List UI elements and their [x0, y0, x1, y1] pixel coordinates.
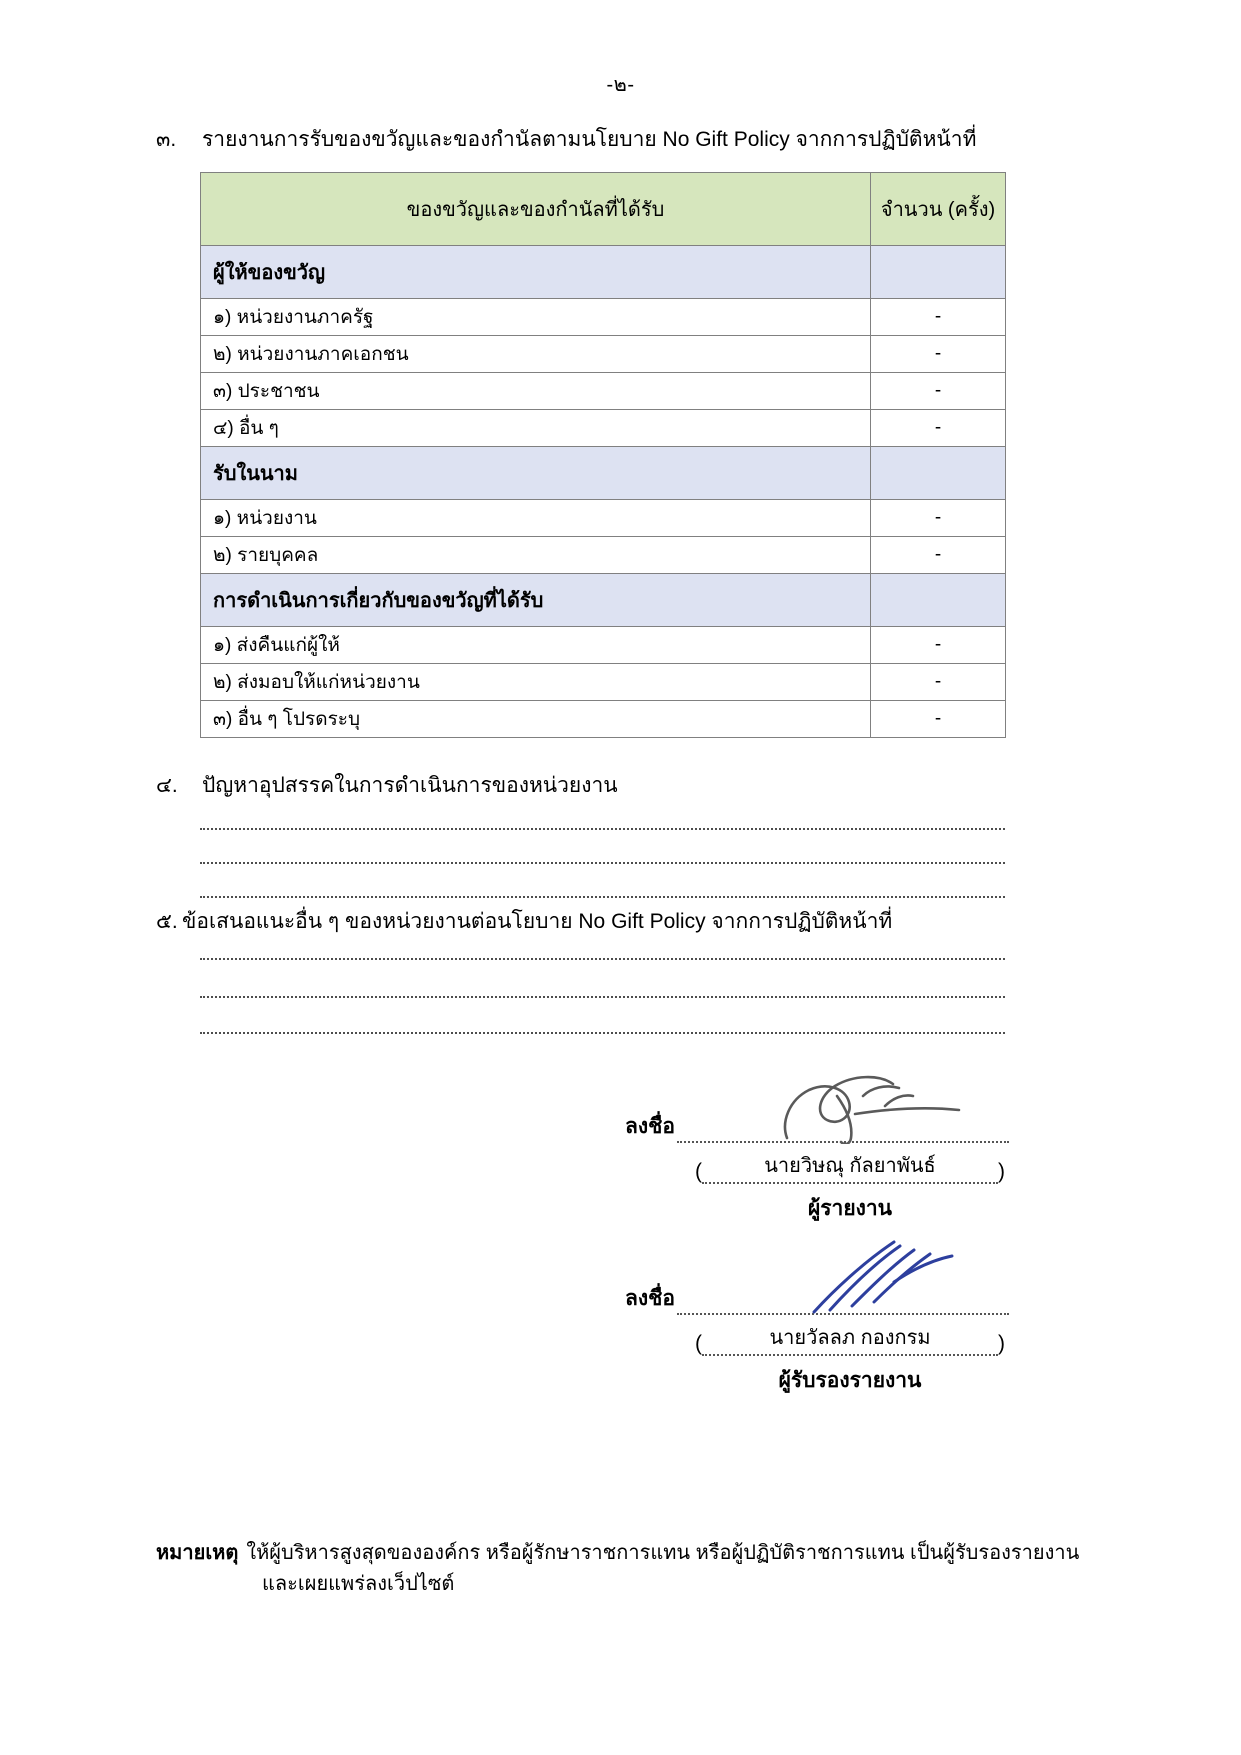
- signature-line-row-2: [625, 1282, 1009, 1315]
- table-body: [201, 246, 1006, 738]
- row-label: ๒) หน่วยงานภาคเอกชน: [201, 336, 871, 373]
- page-number: -๒-: [606, 74, 635, 96]
- row-label: ๔) อื่น ๆ: [201, 410, 871, 447]
- answer-line-4-2[interactable]: [200, 862, 1005, 864]
- row-count: -: [871, 664, 1006, 701]
- signature-block-reporter: [625, 1110, 1009, 1225]
- signer-name-2: นายวัลลภ กองกรม: [702, 1321, 998, 1356]
- row-count: -: [871, 410, 1006, 447]
- row-label: ๑) หน่วยงาน: [201, 500, 871, 537]
- answer-line-5-2[interactable]: [200, 996, 1005, 998]
- table-row: [201, 373, 1006, 410]
- open-paren-2: (: [695, 1332, 702, 1355]
- row-label: ๑) ส่งคืนแก่ผู้ให้: [201, 627, 871, 664]
- signature-line-row-1: [625, 1110, 1009, 1143]
- row-label: ๓) ประชาชน: [201, 373, 871, 410]
- section-4-number: ๔.: [156, 774, 178, 797]
- row-count: -: [871, 336, 1006, 373]
- table-row: [201, 664, 1006, 701]
- table-group-row: [201, 447, 1006, 500]
- note-label: หมายเหตุ: [156, 1542, 239, 1564]
- gift-report-table: [200, 172, 1006, 738]
- row-count: -: [871, 537, 1006, 574]
- sign-label-1: ลงชื่อ: [625, 1115, 675, 1138]
- close-paren-2: ): [998, 1332, 1005, 1355]
- answer-line-5-1[interactable]: [200, 958, 1005, 960]
- answer-line-4-3[interactable]: [200, 896, 1005, 898]
- row-count: -: [871, 299, 1006, 336]
- signature-name-row-1: [625, 1149, 1009, 1184]
- section-3-title: รายงานการรับของขวัญและของกำนัลตามนโยบาย No Gift Policy จากการปฏิบัติหน้าที่: [202, 128, 977, 151]
- row-label: ๑) หน่วยงานภาครัฐ: [201, 299, 871, 336]
- sign-label-2: ลงชื่อ: [625, 1287, 675, 1310]
- section-5-number: ๕.: [156, 910, 178, 933]
- row-label: ๒) รายบุคคล: [201, 537, 871, 574]
- note-line-1: ให้ผู้บริหารสูงสุดขององค์กร หรือผู้รักษาราชการแทน หรือผู้ปฏิบัติราชการแทน เป็นผู้รับรองรายงาน: [246, 1542, 1080, 1564]
- row-count: [871, 447, 1006, 500]
- section-heading-5: [156, 908, 892, 936]
- section-3-number: ๓.: [156, 128, 177, 151]
- row-label: ๒) ส่งมอบให้แก่หน่วยงาน: [201, 664, 871, 701]
- table-header-row: [201, 173, 1006, 246]
- signature-block-certifier: [625, 1282, 1009, 1397]
- table-row: [201, 627, 1006, 664]
- signature-input-2[interactable]: [677, 1293, 1009, 1315]
- signer-role-2: ผู้รับรองรายงาน: [778, 1369, 922, 1392]
- section-heading-4: [156, 772, 618, 800]
- note-line-2: และเผยแพร่ลงเว็ปไซต์: [262, 1573, 455, 1595]
- answer-line-4-1[interactable]: [200, 828, 1005, 830]
- row-count: -: [871, 701, 1006, 738]
- table-row: [201, 701, 1006, 738]
- section-4-title: ปัญหาอุปสรรคในการดำเนินการของหน่วยงาน: [202, 774, 618, 797]
- answer-line-5-3[interactable]: [200, 1032, 1005, 1034]
- open-paren-1: (: [695, 1160, 702, 1183]
- row-count: [871, 246, 1006, 299]
- row-count: -: [871, 373, 1006, 410]
- table-row: [201, 500, 1006, 537]
- row-count: -: [871, 500, 1006, 537]
- section-heading-3: [156, 126, 976, 154]
- table-group-row: [201, 574, 1006, 627]
- close-paren-1: ): [998, 1160, 1005, 1183]
- row-label: รับในนาม: [201, 447, 871, 500]
- signer-role-1: ผู้รายงาน: [807, 1197, 893, 1220]
- row-count: -: [871, 627, 1006, 664]
- table-row: [201, 410, 1006, 447]
- section-5-title: ข้อเสนอแนะอื่น ๆ ของหน่วยงานต่อนโยบาย No Gift Policy จากการปฏิบัติหน้าที่: [182, 910, 893, 933]
- row-label: ๓) อื่น ๆ โปรดระบุ: [201, 701, 871, 738]
- row-label: การดำเนินการเกี่ยวกับของขวัญที่ได้รับ: [201, 574, 871, 627]
- signature-name-row-2: [625, 1321, 1009, 1356]
- footer-note: [156, 1538, 1166, 1600]
- row-count: [871, 574, 1006, 627]
- table-row: [201, 537, 1006, 574]
- table-row: [201, 336, 1006, 373]
- column-header-count: จำนวน (ครั้ง): [871, 173, 1006, 246]
- column-header-gift: ของขวัญและของกำนัลที่ได้รับ: [201, 173, 871, 246]
- signature-input-1[interactable]: [677, 1121, 1009, 1143]
- table-group-row: [201, 246, 1006, 299]
- signer-name-1: นายวิษณุ กัลยาพันธ์: [702, 1149, 998, 1184]
- table-row: [201, 299, 1006, 336]
- row-label: ผู้ให้ของขวัญ: [201, 246, 871, 299]
